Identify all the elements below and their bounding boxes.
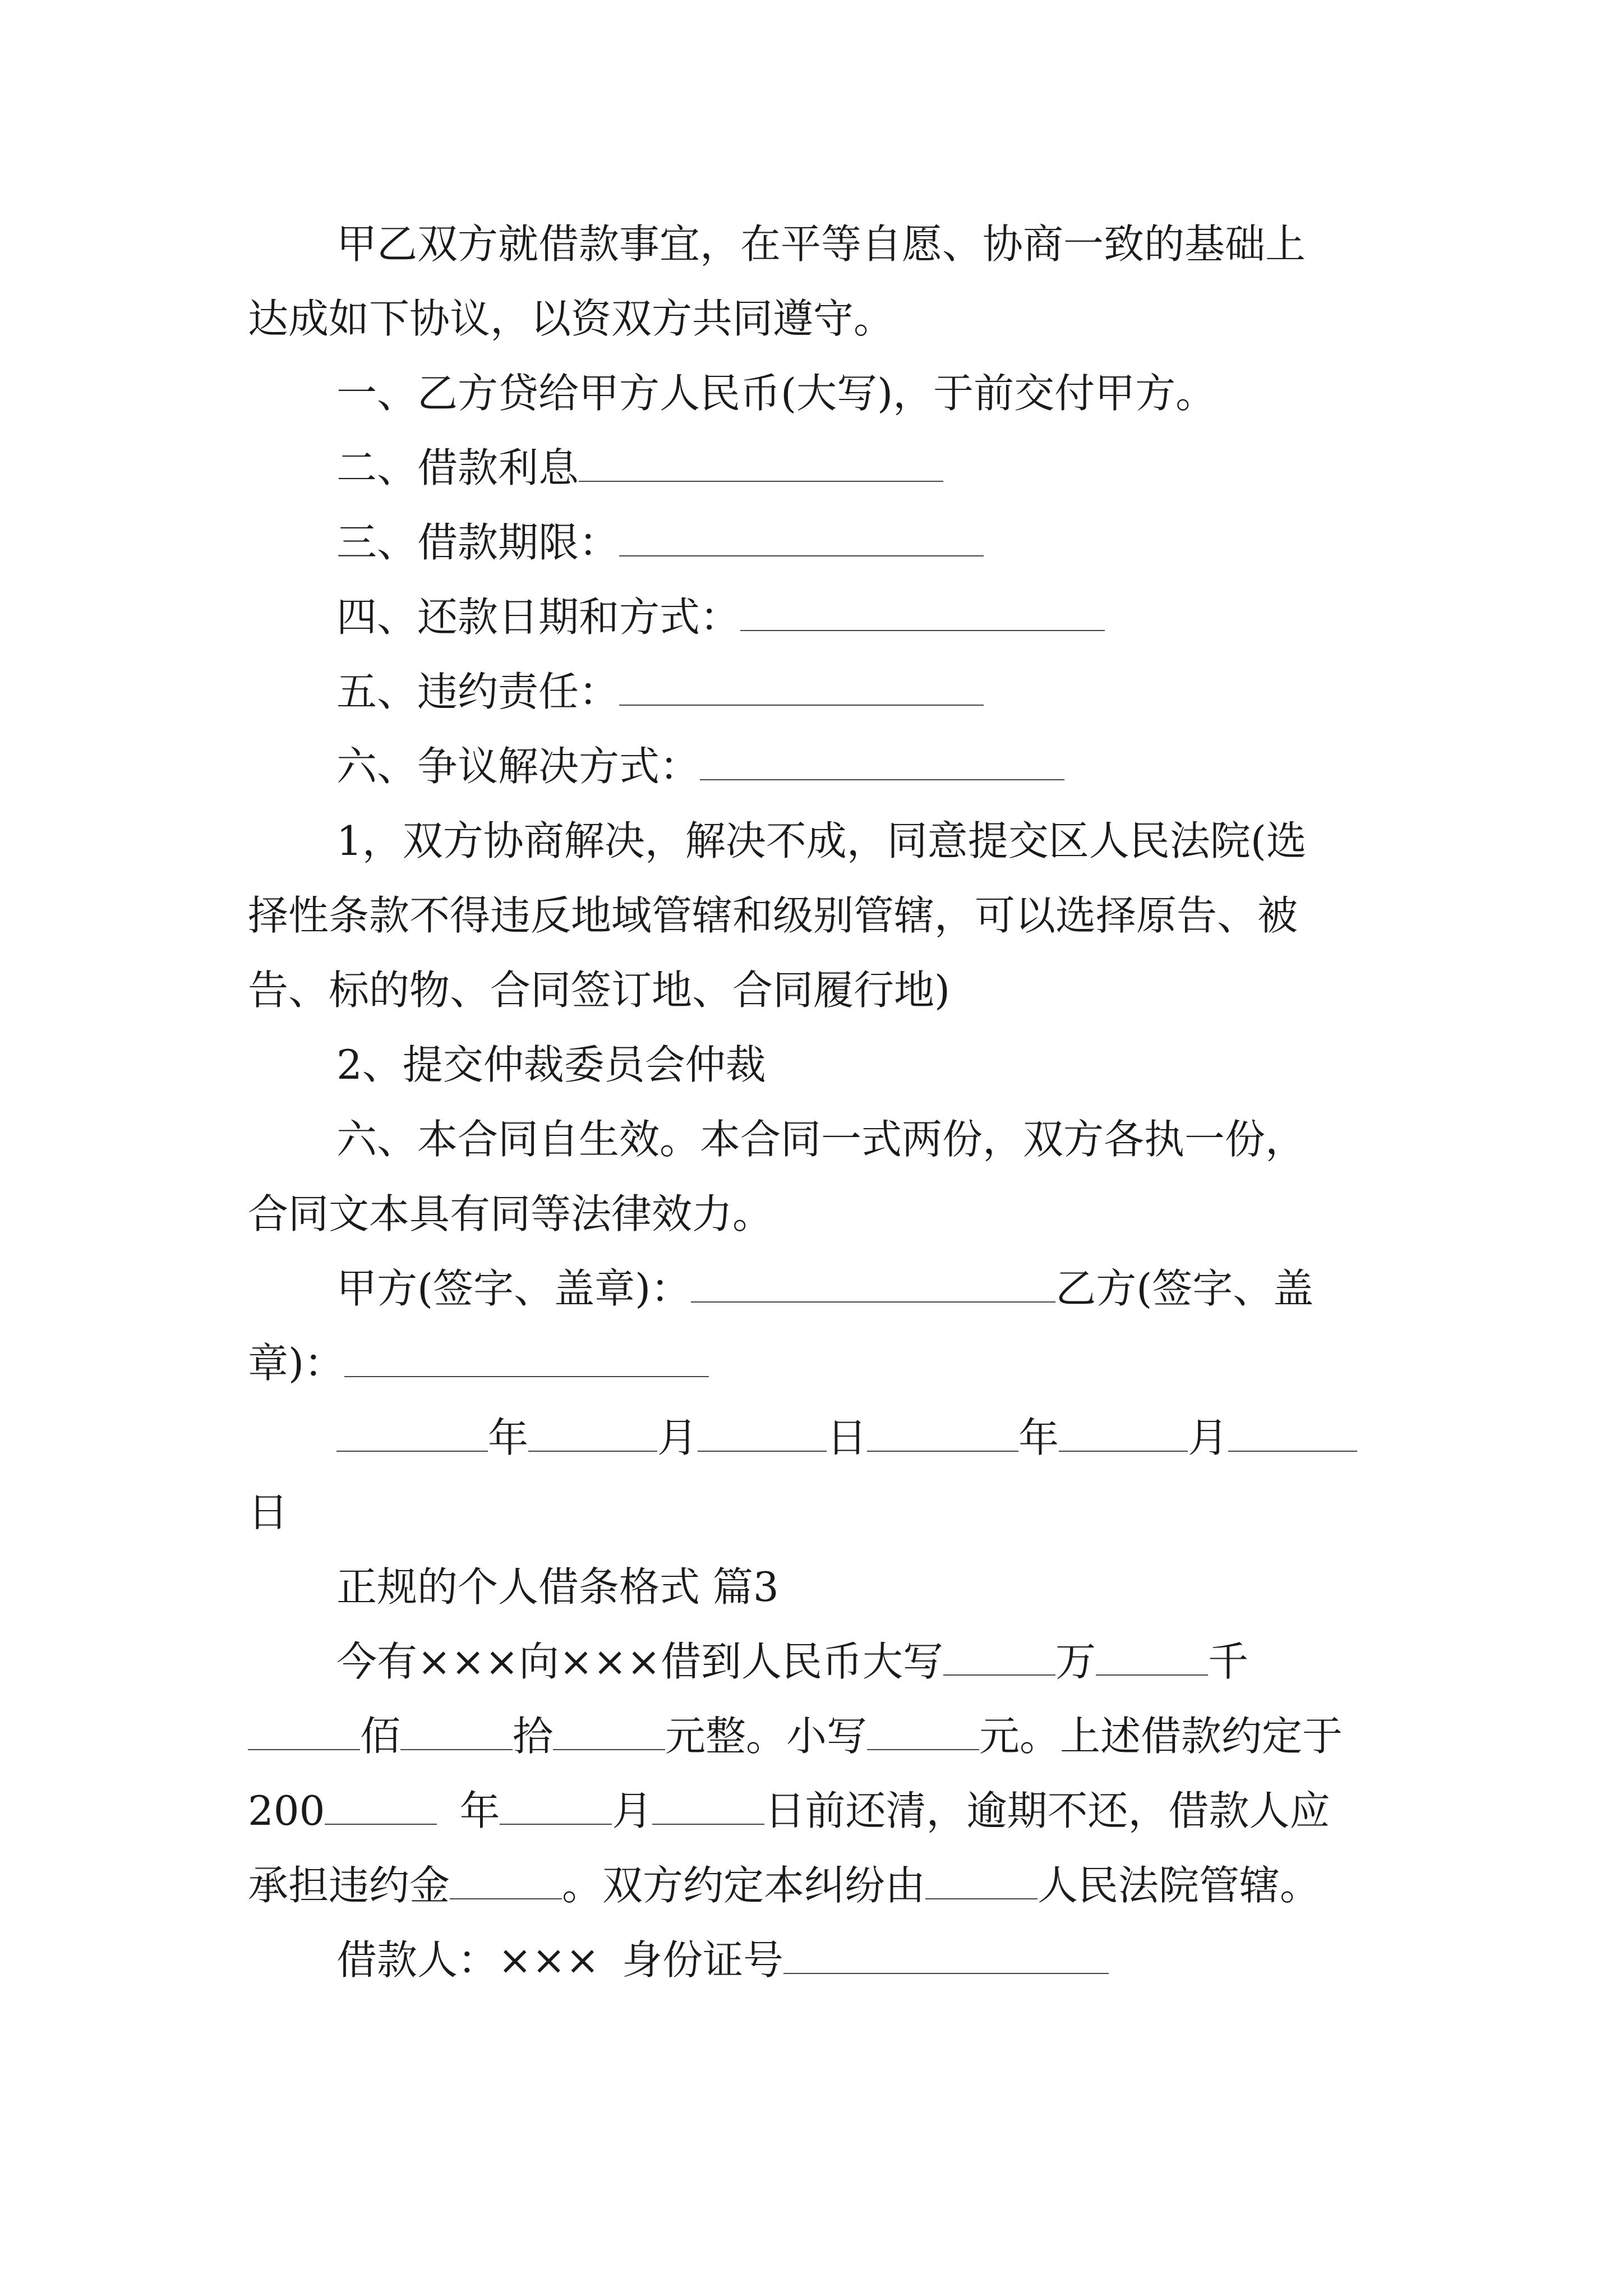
fill-blank xyxy=(943,1643,1055,1676)
fill-blank xyxy=(579,449,943,482)
unit-bai: 佰 xyxy=(360,1713,401,1760)
month-char: 月 xyxy=(1188,1414,1229,1461)
fill-blank xyxy=(336,1419,488,1452)
id-number-blank xyxy=(783,1941,1109,1974)
unit-shi: 拾 xyxy=(513,1713,554,1760)
option-1-line: 1，双方协商解决，解决不成，同意提交区人民法院(选 xyxy=(336,817,1307,864)
clause-2-label: 二、借款利息 xyxy=(336,444,579,491)
month-char: 月 xyxy=(657,1414,698,1461)
clause-4 xyxy=(336,583,1105,651)
option-1-line: 告、标的物、合同签订地、合同履行地) xyxy=(248,967,951,1014)
fill-blank xyxy=(325,1792,437,1825)
due-text: 日前还清，逾期不还，借款人应 xyxy=(764,1787,1330,1834)
party-b-sign-label: 乙方(签字、盖 xyxy=(1055,1265,1314,1312)
option-2-line: 2、提交仲裁委员会仲裁 xyxy=(336,1041,766,1088)
court-suffix: 人民法院管辖。 xyxy=(1038,1862,1321,1909)
fill-blank xyxy=(925,1867,1038,1899)
day-char: 日 xyxy=(827,1414,868,1461)
iou-line xyxy=(248,1852,1320,1919)
fill-blank xyxy=(500,1792,612,1825)
year-char: 年 xyxy=(1018,1414,1059,1461)
fill-blank xyxy=(1096,1643,1208,1676)
paragraph-line: 甲乙双方就借款事宜，在平等自愿、协商一致的基础上 xyxy=(336,220,1306,268)
unit-qian: 千 xyxy=(1208,1638,1249,1685)
day-char: 日 xyxy=(248,1489,289,1536)
fill-blank xyxy=(450,1867,562,1899)
clause-6 xyxy=(336,733,1064,800)
clause-6-label: 六、争议解决方式： xyxy=(336,743,700,790)
fill-blank xyxy=(619,673,984,706)
option-1-line: 择性条款不得违反地域管辖和级别管辖，可以选择原告、被 xyxy=(248,892,1298,939)
party-a-sign-label: 甲方(签字、盖章)： xyxy=(336,1265,691,1312)
unit-wan: 万 xyxy=(1055,1638,1096,1685)
iou-text: 今有×××向×××借到人民币大写 xyxy=(336,1638,943,1685)
clause-3-label: 三、借款期限： xyxy=(336,519,620,566)
fill-blank xyxy=(700,748,1064,780)
date-line xyxy=(336,1404,1357,1471)
fill-blank xyxy=(1059,1419,1188,1452)
iou-line xyxy=(248,1703,1343,1770)
fill-blank xyxy=(248,1718,360,1750)
borrower-label: 借款人：××× xyxy=(336,1936,600,1984)
section-title: 正规的个人借条格式 篇3 xyxy=(336,1563,779,1611)
penalty-text: 承担违约金 xyxy=(248,1862,450,1909)
fill-blank xyxy=(400,1718,513,1750)
clause-3 xyxy=(336,509,984,576)
paragraph-line: 达成如下协议，以资双方共同遵守。 xyxy=(248,295,895,342)
party-b-sign-label: 章)： xyxy=(248,1340,345,1387)
unit-yuan: 元整。小写 xyxy=(665,1713,868,1760)
fill-blank xyxy=(740,599,1105,631)
fill-blank xyxy=(867,1419,1018,1452)
clause-5-label: 五、违约责任： xyxy=(336,668,620,715)
borrower-line xyxy=(336,1926,1109,1994)
signature-line xyxy=(336,1255,1313,1322)
clause-2 xyxy=(336,434,943,501)
clause-5 xyxy=(336,658,984,725)
clause-4-label: 四、还款日期和方式： xyxy=(336,593,741,641)
fill-blank xyxy=(553,1718,665,1750)
fill-blank xyxy=(698,1419,827,1452)
month-char: 月 xyxy=(612,1787,653,1834)
fill-blank xyxy=(867,1718,979,1750)
court-text: 。双方约定本纠纷由 xyxy=(562,1862,926,1909)
party-b-sign-blank xyxy=(344,1345,709,1377)
clause-1: 一、乙方贷给甲方人民币(大写)，于前交付甲方。 xyxy=(336,370,1216,417)
year-char: 年 xyxy=(459,1787,500,1834)
fill-blank xyxy=(1228,1419,1357,1452)
due-clause: 元。上述借款约定于 xyxy=(979,1713,1343,1760)
party-a-sign-blank xyxy=(691,1270,1055,1303)
id-label: 身份证号 xyxy=(622,1936,784,1984)
fill-blank xyxy=(652,1792,764,1825)
iou-line xyxy=(248,1777,1330,1844)
year-prefix: 200 xyxy=(248,1787,325,1834)
effect-clause: 六、本合同自生效。本合同一式两份，双方各执一份， xyxy=(336,1116,1306,1163)
fill-blank xyxy=(528,1419,657,1452)
iou-line xyxy=(336,1628,1248,1695)
effect-clause: 合同文本具有同等法律效力。 xyxy=(248,1190,773,1237)
date-line xyxy=(248,1479,288,1546)
year-char: 年 xyxy=(488,1414,529,1461)
fill-blank xyxy=(619,524,984,556)
signature-line xyxy=(248,1329,709,1397)
